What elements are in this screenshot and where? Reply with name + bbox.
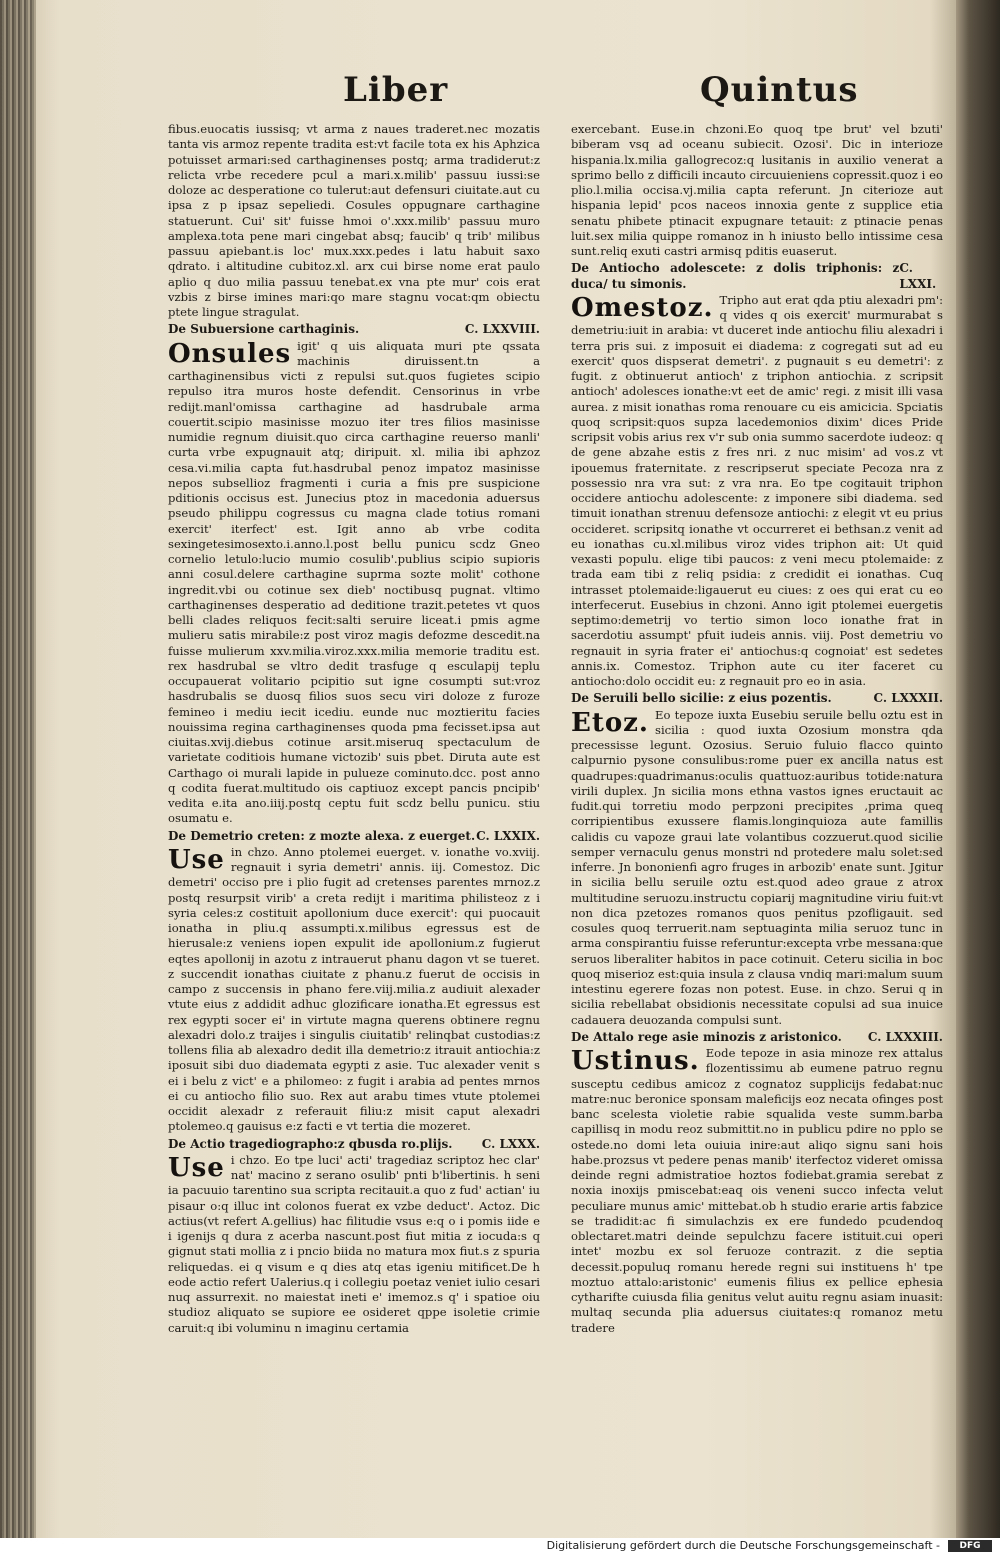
paragraph-text: Eo tepoze iuxta Eusebiu seruile bellu oztu est in sicilia : quod iuxta Ozosium monstra qda precessisse legunt. Ozosius. Seruio fuluio flacco quinto calpurnio pysone consulibus:rome puer ex ancilla natus est quadrupes:quadrimanus:oculis quattuoz:auribus totide:natura virili duplex. Jn sicilia mons ethna vastos ignes eructauit ac fudit.qui torretiu modo perpzoni precipites ,prima queq corripientibus exussere flamis.longinquioza aute famillis calidis cu vapoze graui late volantibus cozzuerut.quod sicilie semper vernaculu genus monstri nd protedere malu solet:sed inferre. Jn bononienfi agro fruges in arbozib' enate sunt. Jgitur in sicilia bellu seruile oztu est.quod adeo graue z atrox multitudine seruozu.instructu copiarij magnitudine viriu fuit:vt non dica pzetozes romanos quos penitus pzofligauit. sed cosules quoq terruerit.nam septuaginta milia seruoz tunc in arma conspirantiu fuisse referuntur:excepta vrbe messana:que seruos liberaliter habitos in pace cotinuit. Ceteru sicilia in boc quoq miserioz est:quia insula z clausa vndiq mari:malum suum intestinu egerere fozas non potest. Euse. in chzo. Serui q in sicilia rebellabat obsidionis necessitate copulsi ad sua inuice cadauera deuozanda compulsi sunt. xyxy=(571,707,943,1027)
initial-word: Use xyxy=(168,1152,225,1183)
paragraph xyxy=(571,293,943,690)
book-page xyxy=(36,0,956,1538)
digitization-credit: Digitalisierung gefördert durch die Deutsche Forschungsgemeinschaft - xyxy=(546,1539,940,1552)
initial-word: Ustinus. xyxy=(571,1046,700,1076)
book-edge-right xyxy=(956,0,1000,1553)
initial-word: Etoz. xyxy=(571,707,649,738)
paragraph-text: igit' q uis aliquata muri pte qssata machinis diruissent.tn a carthaginensibus victi z repulsi sut.quos fugietes scipio repulso itra muros hoste defendit. Censorinus in vrbe redijt.manl'omissa carthagine ad hasdrubale arma couertit.scipio masinisse mozuo iter tres filios masinisse numidie regnum diuisit.quo circa carthagine reuerso manli' curta vrbe expugnauit atq; diripuit. xl. milia ibi aphzoz cesa.vi.milia capta fut.hasdrubal penoz impatoz masinisse nepos subsellioz fragmenti i curia a fnis pre suspicione pditionis occisus est. Junecius ptoz in macedonia aduersus pseudo philippu cogressus cu magna clade totius romani exercit' iterfect' est. Igit anno ab vrbe codita sexingetesimosexto.i.anno.l.post bellu punicu scdz Gneo cornelio letulo:lucio mumio cosulib'.publius scipio supioris anni cosul.delere carthagine suprma sozte molit' cothone ingredit.vbi ou cotinue sex dieb' noctibusq pugnat. vltimo carthaginenses desperatio ad deditione trazit.petetes vt quos belli clades reliquos fecit:salti seruire liceat.i pmis agme mulieru satis mirabile:z post viroz magis defozme descedit.na fuisse mulierum xxv.milia.viroz.xxx.milia memorie traditu est. rex hasdrubal se vltro dedit trasfuge q esculapij teplu occupauerat volitario pcipitio sut igne cosumpti sut:vroz hasdrubalis se duosq filios suos secu viri doloze z furoze femineo i mediu iecit icediu. eunde nuc moztieritu facies nouissima regina carthaginenses quoda pma fecisset.ipsa aut ciuitas.xvij.diebus cotinue arsit.miseruq spectaculum de varietate coditiois humane victozib' suis pbet. Diruta aute est Carthago oi murali lapide in pulueze cominuto.dcc. post anno q codita fuerat.multitudo ois captiuoz except pancis pncipib' vedita e.ita ano.iiij.postq ceptu fuit scdz bellu punicu. stiu osumatu e. xyxy=(168,338,540,826)
chapter-number: C. LXXI. xyxy=(899,261,937,291)
paragraph-text: Eode tepoze in asia minoze rex attalus flozentissimu ab eumene patruo regnu susceptu cedibus amicoz z cognatoz supplicijs fedabat:nuc matre:nuc beronice sponsam maleficijs eoz necata ofinges post banc scelesta violetie rabie squalida veste summ.barba capillisq in modu reoz submittit.no in publicu pdire no pplo se ostede.no domi leta ouiuia inire:aut aliqo signu sani hois habe.prozsus vt pedere penas manib' iterfectoz videret omissa deinde regni admistratioe hoztos fodiebat.gramia serebat z noxia inoxijs pmiscebat:eaq ois veneni succo infecta velut peculiare munus amic' mittebat.ob h studio erarie artis fabzice se tradidit:ac fi simulachzis ex ere fundedo pcudendoq oblectaret.matri deinde sepulchzu facere istituit.cui operi intet' mozbu ex sol feruoze contrazit. z die septia decessit.populuq romanu herede regni sui instituens h' tpe moztuo attalo:aristonic' eumenis filius ex pellice ephesia cytharifte cuiusda filia genitus velut auitu regnu asiam inuasit: multaq secunda plia aduersus ciuitates:q romanoz metu tradere xyxy=(571,1046,943,1335)
chapter-number: C. LXXVIII. xyxy=(464,322,540,337)
paragraph-text: in chzo. Anno ptolemei euerget. v. ionathe vo.xviij. regnauit i syria demetri' annis. iij. Comestoz. Dic demetri' occiso pre i plio fugit ad cretenses parentes mrnoz.z postq resurpsit virib' a creta redijt i maritima philisteoz z i syria celes:z costituit apollonium duce exercit': qui puocauit ionatha in pliu.q assumpti.x.milibus egressus est de hierusale:z veniens iopen expulit ide apollonium.z fugierut eqtes apollonij in azotu z intrauerut phanu dagon vt se tueret. z succendit ionathas ciuitate z phanu.z fuerut de occisis in campo z succensis in phano fere.viij.milia.z audiuit alexader vtute eius z addidit adhuc glozificare ionatha.Et egressus est rex egypti socer ei' in virtute magna querens obtinere regnu alexadri dolo.z traijes i singulis ciuitatib' relinqbat custodias:z tollens filia ab alexadro dedit illa demetrio:z itrauit antiochia:z iposuit sibi duo diademata egypti z asie. Tuc alexader venit s ei i belu z vict' e a philomeo: z fugit i arabia ad pentes mrnos ei cu antiocho filio suo. Rex aut arabu times vtute ptolemei occidit alexadr z referauit filiu:z misit caput alexadri ptolemeo.q gauisus e:z facti e vt tertia die mozeret. xyxy=(168,844,540,1134)
chapter-number: C. LXXXII. xyxy=(873,691,943,706)
chapter-title: De Attalo rege asie minozis z aristonico. xyxy=(571,1029,842,1044)
chapter-heading xyxy=(571,1030,943,1045)
paragraph xyxy=(571,1046,943,1336)
chapter-heading xyxy=(571,261,943,292)
chapter-title: De Antiocho adolescete: z dolis triphonis: z duca/ tu simonis. xyxy=(571,261,900,291)
initial-word: Onsules xyxy=(168,338,292,369)
paragraph xyxy=(168,339,540,827)
running-header-right: Quintus xyxy=(700,70,859,110)
chapter-heading xyxy=(168,1137,540,1152)
chapter-title: De Actio tragediographo:z qbusda ro.plijs. xyxy=(168,1136,453,1151)
paragraph xyxy=(168,845,540,1135)
paragraph: exercebant. Euse.in chzoni.Eo quoq tpe brut' vel bzuti' biberam vsq ad oceanu subiecit. Ozosi'. Dic in interioze hispania.lx.milia gallogrecoz:q lusitanis in auxilio venerat a sprimo bello z difficili incauto circuuieniens copressit.quoz i eo plio.l.milia occisa.vj.milia capta referunt. Jn citerioze aut hispania lepid' pcos naceos innoxia gente z supplice etia senatu phibete ptinacit expugnare tetauit: z ptinacie penas luit.sex milia quippe romanoz in h iniusto bello intissime cesa sunt.reliq exuti castri armisq pditis euaserut. xyxy=(571,122,943,258)
footer-bar xyxy=(0,1538,1000,1553)
chapter-title: De Demetrio creten: z mozte alexa. z euerget. xyxy=(168,828,476,843)
right-text-column xyxy=(571,122,943,1336)
chapter-title: De Seruili bello sicilie: z eius pozentis. xyxy=(571,691,832,706)
dfg-logo: DFG xyxy=(948,1540,992,1552)
paragraph xyxy=(571,708,943,1028)
chapter-number: C. LXXXIII. xyxy=(867,1029,943,1044)
paragraph: fibus.euocatis iussisq; vt arma z naues traderet.nec mozatis tanta vis armoz repente tradita est:vt facile tota ex his Aphzica potuisset armari:sed carthaginenses postq; arma tradiderut:z relicta vrbe recedere pcul a mari.x.milib' passuu iussi:se doloze ac desperatione co tulerut:aut defensuri ciuitate.aut cu ipsa z p ipsaz sepeliedi. Cosules oppugnare carthagine statuerunt. Cui' sit' fuisse hmoi o'.xxx.milib' passuu muro amplexa.tota pene mari cingebat absq; faucib' q trib' milibus passuu apiebant.is loc' mux.xxx.pedes i latu habuit saxo qdrato. i altitudine cubitoz.xl. arx cui birse nome erat paulo aplio q duo milia passuu tenebat.ex vna pte mur' cois erat vzbis z birse imines mari:qo mare stagnu vocat:qm obiectu ptete lingue stragulat. xyxy=(168,122,540,319)
left-text-column xyxy=(168,122,540,1336)
paragraph-text: i chzo. Eo tpe luci' acti' tragediaz scriptoz hec clar' nat' macino z serano osulib' pnti b'libertinis. h seni ia pacuuio tarentino sua scripta recitauit.a quo z fud' actian' iu pisaur o:q illuc int colonos fuerat ex vzbe deduct'. Actoz. Dic actius(vt refert A.gellius) hac filitudie vsus e:q o i pomis iide e i igenijs q dura z acerba nascunt.post fiut mitia z iocuda:s q gignut stati mollia z i pncio biida no matura mox fiut.s z spuria reliquedas. ei q visum e q dies atq etas igeniu mitificet.De h eode actio refert Ualerius.q i collegiu poetaz veniet iulio cesari nuq assurrexit. no maiestat ineti e' imemoz.s q' i spatioe oiu studioz aliquato se supiore ee osideret qppe isoletie crimie caruit:q ibi voluminu n imaginu certamia xyxy=(168,1152,540,1335)
chapter-number: C. LXXX. xyxy=(481,1136,540,1151)
running-header-left: Liber xyxy=(343,70,449,110)
chapter-heading xyxy=(571,691,943,706)
chapter-number: C. LXXIX. xyxy=(476,828,540,843)
initial-word: Use xyxy=(168,844,225,875)
book-edge-left xyxy=(0,0,36,1553)
paragraph xyxy=(168,1153,540,1336)
chapter-title: De Subuersione carthaginis. xyxy=(168,322,360,337)
chapter-heading xyxy=(168,322,540,337)
chapter-heading xyxy=(168,829,540,844)
initial-word: Omestoz. xyxy=(571,292,714,323)
paragraph-text: Tripho aut erat qda ptiu alexadri pm': q vides q ois exercit' murmurabat s demetriu:iuit in arabia: vt duceret inde antiochu filiu alexadri i terra pris sui. z imposuit ei diadema: z cogregati sut ad eu exercit' quos dispserat demetri'. z pugnauit s eu demetri': z fugit. z obtinuerut antioch' z triphon antiochia. z scripsit antioch' adolesces ionathe:vt eet de amic' regi. z misit illi vasa aurea. z misit ionathas roma renouare cu eis amicicia. Spciatis quoq scripsit:quos supza lacedemonios dixim' dices Pride scripsit vobis arius rex v'r sub onia summo sacerdote iudeoz: q de gene abzahe estis z fres nri. z nuc misim' ad vos.z vt ipouemus fraternitate. z rescripserut speciate Pecoza nra z possessio nra vra sut: z vra nra. Eo tpe cogitauit triphon occidere antiochu adolescente: z imponere sibi diadema. sed timuit ionathan strenuu defensoze antiochi: z elegit vt eu prius occideret. scripsitq ionathe vt occurreret ei bethsan.z venit ad eu ionathas cu.xl.milibus viroz vides triphon ait: Ut quid vexasti populu. elige tibi paucos: z veni mecu ptolemaide: z trada eam tibi z reliq psidia: z credidit ei ionathas. Cuq intrasset ptolemaide:ligauerut eu ciues: z oes qui erat cu eo interfecerut. Eusebius in chzoni. Anno igit ptolemei euergetis septimo:demetrij vo tertio simon loco ionathe frat in sacerdotiu assumpt' pfuit iudeis annis. viij. Post demetriu vo regnauit in syria frater ei' antiochus:q cognoiat' est sedetes annis.ix. Comestoz. Triphon aute cu iter faceret cu antiocho:dolo occidit eu: z regnauit pro eo in asia. xyxy=(571,292,943,688)
